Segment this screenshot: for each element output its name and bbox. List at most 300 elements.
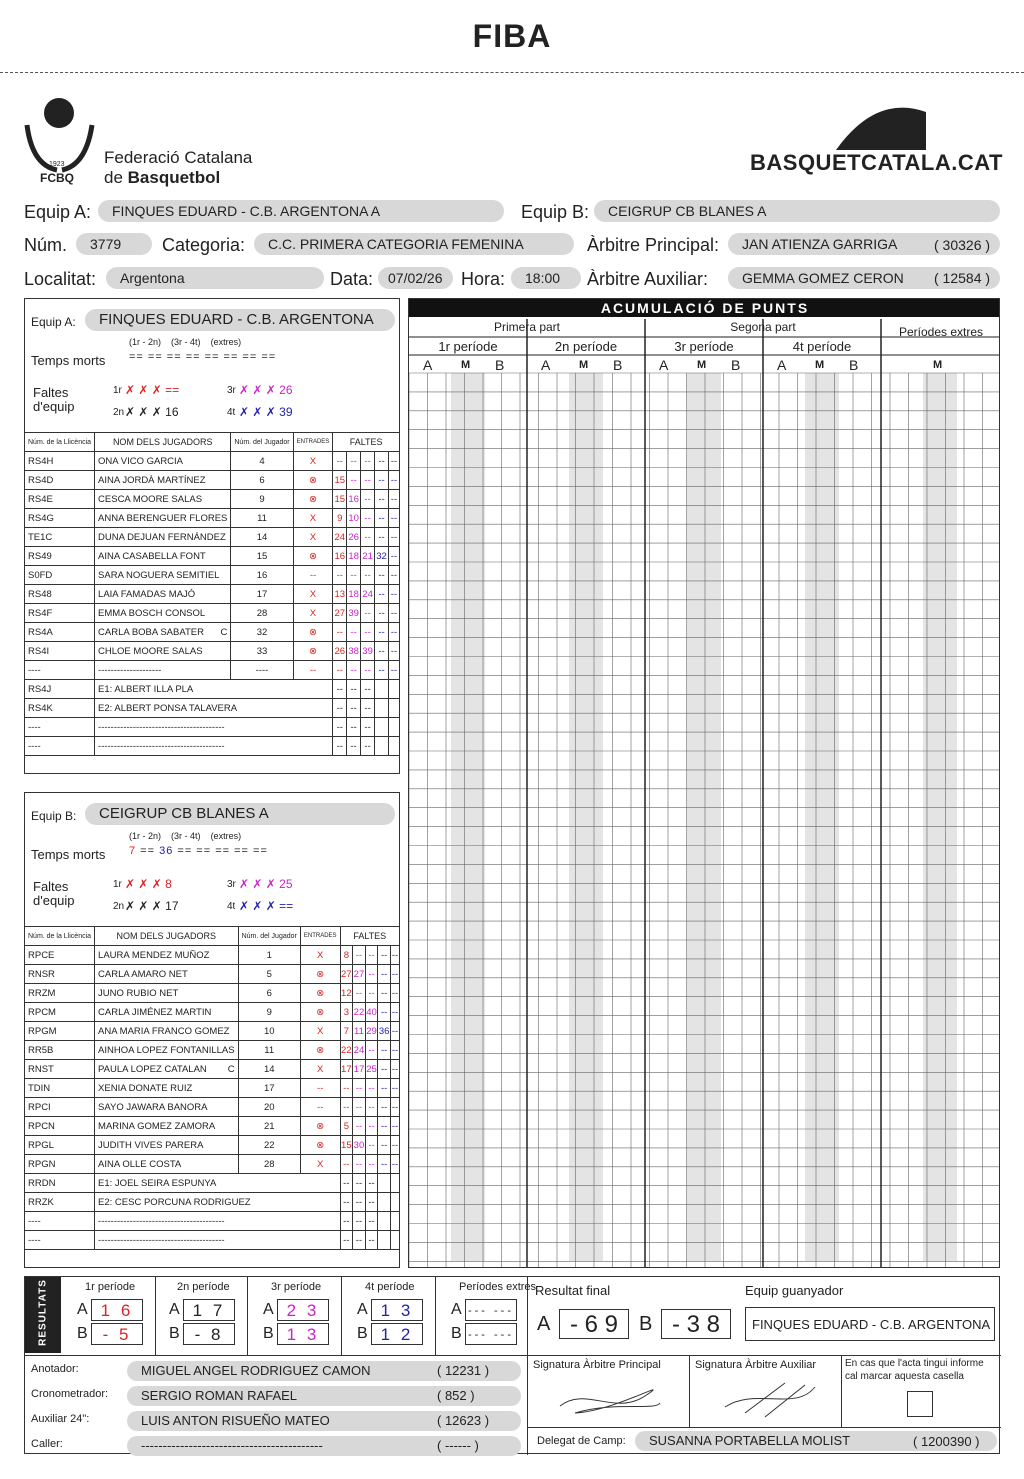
foul-cell: --	[375, 471, 389, 490]
arbitre-principal-id: ( 30326 )	[934, 237, 991, 253]
results-section: RESULTATS 1r període A 1 6 B - 5 2n període A 1 7 B - 8 3r període A 2 3 B 1 3 4t període A 1 3 B 1 2 Períodes extres A --- --- B --- --- Resultat final Equip guanyador A - 6 9 B - 3 8 FINQUES EDUARD - C.B. ARGENTONA Anotador: MIGUEL ANGEL RODRIGUEZ CAMON ( 12231 ) Cronometrador: SERGIO ROMAN RAFAEL ( 852 ) Auxiliar 24": LUIS ANTON RISUEÑO MATEO ( 12623 ) Caller: ------------------------------------------ ( ------ ) Signatura Àrbitre Principal Signatura Àrbitre Auxiliar En cas que l'acta tingui informe cal marcar aquesta casella Delegat de Camp: SUSANNA PORTABELLA MOLIST ( 1200390 )	[24, 1276, 1000, 1454]
player-licence: TE1C	[25, 528, 95, 547]
foul-cell: --	[378, 1041, 391, 1060]
foul-cell: --	[365, 1079, 378, 1098]
player-number: 1	[238, 946, 300, 965]
foul-cell: --	[353, 1117, 366, 1136]
player-entry: ⊗	[293, 547, 333, 566]
foul-cell: --	[365, 1098, 378, 1117]
foul-cell: 39	[347, 604, 361, 623]
foul-cell: --	[388, 490, 399, 509]
foul-cell: --	[378, 1117, 391, 1136]
arbitre-principal-field[interactable]: JAN ATIENZA GARRIGA	[728, 233, 1000, 255]
foul-cell: 21	[361, 547, 375, 566]
player-entry: ⊗	[300, 1003, 340, 1022]
staff-licence: ----	[25, 718, 95, 737]
org-name: Federació Catalana de Basquetbol	[104, 148, 253, 187]
report-checkbox[interactable]	[907, 1391, 933, 1417]
foul-cell: --	[347, 661, 361, 680]
data-label: Data:	[330, 269, 374, 289]
official-field[interactable]: SERGIO ROMAN RAFAEL	[127, 1386, 521, 1406]
player-number: 9	[231, 490, 293, 509]
foul-cell: --	[340, 1098, 353, 1117]
foul-cell: 27	[333, 604, 347, 623]
col-licence: Núm. de la Llicència	[25, 433, 95, 452]
player-entry: X	[300, 946, 340, 965]
player-licence: RNST	[25, 1060, 95, 1079]
player-licence: RS49	[25, 547, 95, 566]
player-licence: RS4A	[25, 623, 95, 642]
foul-cell: --	[378, 946, 391, 965]
results-label: RESULTATS	[37, 1279, 49, 1346]
official-id: ( 12623 )	[437, 1413, 490, 1428]
staff-licence: ----	[25, 1212, 95, 1231]
staff-name: E2: ALBERT PONSA TALAVERA	[95, 699, 333, 718]
foul-cell: 22	[340, 1041, 353, 1060]
foul-cell: --	[390, 946, 399, 965]
foul-cell: --	[375, 509, 389, 528]
hora-label: Hora:	[461, 269, 506, 289]
foul-cell: 27	[340, 965, 353, 984]
foul-cell: --	[378, 1098, 391, 1117]
player-entry: X	[300, 1022, 340, 1041]
player-number: 16	[231, 566, 293, 585]
player-number: 4	[231, 452, 293, 471]
foul-cell: --	[361, 566, 375, 585]
player-name: ANNA BERENGUER FLORES	[95, 509, 231, 528]
assistant-signature	[715, 1377, 825, 1421]
equip-a-field[interactable]: FINQUES EDUARD - C.B. ARGENTONA A	[98, 200, 504, 222]
player-number: 28	[231, 604, 293, 623]
player-licence: TDIN	[25, 1079, 95, 1098]
foul-cell: --	[375, 585, 389, 604]
foul-cell: 15	[340, 1136, 353, 1155]
player-name: --------------------	[95, 661, 231, 680]
foul-cell: --	[353, 1079, 366, 1098]
foul-cell: --	[375, 661, 389, 680]
foul-cell: 11	[353, 1022, 366, 1041]
foul-cell: --	[365, 1117, 378, 1136]
foul-cell: --	[378, 1003, 391, 1022]
equip-b-label: Equip B:	[521, 202, 590, 222]
referee-signature	[555, 1381, 665, 1421]
foul-cell: --	[388, 642, 399, 661]
foul-cell: --	[388, 547, 399, 566]
team-b-name: CEIGRUP CB BLANES A	[85, 803, 395, 825]
player-name: PAULA LOPEZ CATALAN C	[95, 1060, 239, 1079]
col-number: Núm. del Jugador	[231, 433, 293, 452]
player-row	[25, 623, 400, 642]
player-number: 20	[238, 1098, 300, 1117]
foul-cell: --	[375, 528, 389, 547]
player-name: SARA NOGUERA SEMITIEL	[95, 566, 231, 585]
foul-cell: --	[365, 984, 378, 1003]
player-entry: --	[293, 661, 333, 680]
staff-licence: RRDN	[25, 1174, 95, 1193]
foul-cell: 18	[347, 585, 361, 604]
team-a-players-table	[24, 432, 400, 756]
foul-cell: --	[353, 1098, 366, 1117]
player-number: ----	[231, 661, 293, 680]
foul-cell: --	[333, 623, 347, 642]
player-licence: RS4F	[25, 604, 95, 623]
player-licence: RNSR	[25, 965, 95, 984]
foul-cell: --	[378, 1155, 391, 1174]
staff-licence: ----	[25, 1231, 95, 1250]
player-licence: RPCE	[25, 946, 95, 965]
player-number: 14	[238, 1060, 300, 1079]
foul-cell: 7	[340, 1022, 353, 1041]
player-name: DUNA DEJUAN FERNÁNDEZ	[95, 528, 231, 547]
foul-cell: --	[365, 1155, 378, 1174]
official-id: ( 852 )	[437, 1388, 475, 1403]
player-number: 22	[238, 1136, 300, 1155]
foul-cell: 24	[361, 585, 375, 604]
player-row	[25, 1060, 400, 1079]
foul-cell: 16	[333, 547, 347, 566]
foul-cell: 32	[375, 547, 389, 566]
page-title: FIBA	[472, 18, 552, 54]
foul-cell: --	[390, 1022, 399, 1041]
col-entrades: ENTRADES	[293, 433, 333, 452]
foul-cell: --	[375, 642, 389, 661]
staff-name: E1: ALBERT ILLA PLA	[95, 680, 333, 699]
equip-a-label: Equip A:	[24, 202, 92, 222]
foul-cell: 3	[340, 1003, 353, 1022]
foul-cell: 26	[347, 528, 361, 547]
arbitre-auxiliar-label: Àrbitre Auxiliar:	[587, 269, 709, 289]
player-row	[25, 1117, 400, 1136]
period-score-b: --- ---	[465, 1323, 517, 1345]
player-number: 9	[238, 1003, 300, 1022]
categoria-field[interactable]: C.C. PRIMERA CATEGORIA FEMENINA	[254, 233, 574, 255]
player-number: 6	[238, 984, 300, 1003]
player-name: AINA JORDÀ MARTÍNEZ	[95, 471, 231, 490]
foul-cell: 36	[378, 1022, 391, 1041]
player-licence: RS4E	[25, 490, 95, 509]
foul-cell: --	[347, 452, 361, 471]
staff-licence: ----	[25, 737, 95, 756]
player-name: JUNO RUBIO NET	[95, 984, 239, 1003]
hora-field[interactable]: 18:00	[511, 267, 581, 289]
player-row	[25, 1003, 400, 1022]
player-entry: X	[293, 452, 333, 471]
foul-cell: 30	[353, 1136, 366, 1155]
foul-cell: --	[375, 566, 389, 585]
player-entry: X	[300, 1060, 340, 1079]
foul-cell: --	[340, 1155, 353, 1174]
col-name: NOM DELS JUGADORS	[95, 927, 239, 946]
player-licence: RS4I	[25, 642, 95, 661]
period-score-b: - 5	[91, 1323, 143, 1345]
player-entry: --	[293, 566, 333, 585]
foul-cell: 22	[353, 1003, 366, 1022]
foul-cell: 24	[353, 1041, 366, 1060]
official-id: ( 12231 )	[437, 1363, 490, 1378]
data-field[interactable]: 07/02/26	[378, 267, 453, 289]
player-name: ANA MARIA FRANCO GOMEZ	[95, 1022, 239, 1041]
player-licence: RS4D	[25, 471, 95, 490]
player-entry: ⊗	[300, 984, 340, 1003]
staff-row: ---- ---------------------------------------- -- -- --	[25, 1231, 400, 1250]
player-name: CESCA MOORE SALAS	[95, 490, 231, 509]
staff-name: ----------------------------------------	[95, 737, 333, 756]
player-row	[25, 984, 400, 1003]
official-label: Anotador:	[31, 1363, 79, 1375]
running-score-grid	[409, 299, 1000, 1268]
foul-cell: 13	[333, 585, 347, 604]
foul-cell: 38	[347, 642, 361, 661]
foul-cell: --	[333, 452, 347, 471]
foul-cell: --	[365, 1041, 378, 1060]
foul-cell: --	[361, 528, 375, 547]
official-field[interactable]: ------------------------------------------	[127, 1436, 521, 1456]
player-number: 17	[238, 1079, 300, 1098]
period-score-a: 1 7	[183, 1299, 235, 1321]
delegat-field[interactable]: SUSANNA PORTABELLA MOLIST	[635, 1431, 997, 1451]
period-score-a: 1 3	[371, 1299, 423, 1321]
foul-cell: --	[390, 965, 399, 984]
player-licence: S0FD	[25, 566, 95, 585]
final-score-a: - 6 9	[559, 1309, 629, 1339]
player-name: CHLOE MOORE SALAS	[95, 642, 231, 661]
col-number: Núm. del Jugador	[238, 927, 300, 946]
player-row	[25, 528, 400, 547]
foul-cell: --	[388, 623, 399, 642]
foul-cell: --	[390, 1003, 399, 1022]
official-label: Cronometrador:	[31, 1388, 109, 1400]
foul-cell: --	[375, 452, 389, 471]
player-name: MARINA GOMEZ ZAMORA	[95, 1117, 239, 1136]
player-row	[25, 585, 400, 604]
player-number: 33	[231, 642, 293, 661]
foul-cell: --	[333, 661, 347, 680]
player-entry: ⊗	[300, 1136, 340, 1155]
staff-row: ---- ---------------------------------------- -- -- --	[25, 718, 400, 737]
player-row	[25, 1136, 400, 1155]
period-score-b: - 8	[183, 1323, 235, 1345]
arbitre-principal-label: Àrbitre Principal:	[587, 235, 720, 255]
foul-cell: --	[347, 471, 361, 490]
player-entry: X	[293, 509, 333, 528]
staff-licence: RS4K	[25, 699, 95, 718]
player-licence: RS48	[25, 585, 95, 604]
player-row	[25, 946, 400, 965]
staff-name: E2: CESC PORCUNA RODRIGUEZ	[95, 1193, 341, 1212]
staff-row: RS4J E1: ALBERT ILLA PLA -- -- --	[25, 680, 400, 699]
running-score: ACUMULACIÓ DE PUNTS Primera part Segona part Períodes extres 1r període 2n període 3r període 4t període A M B A M B A M B A M B M	[408, 298, 1000, 1268]
player-row	[25, 1079, 400, 1098]
staff-name: ----------------------------------------	[95, 718, 333, 737]
foul-cell: 29	[365, 1022, 378, 1041]
player-entry: ⊗	[293, 623, 333, 642]
col-faltes: FALTES	[333, 433, 400, 452]
final-score-b: - 3 8	[661, 1309, 731, 1339]
foul-cell: --	[340, 1079, 353, 1098]
player-number: 17	[231, 585, 293, 604]
official-field[interactable]: LUIS ANTON RISUEÑO MATEO	[127, 1411, 521, 1431]
foul-cell: --	[361, 509, 375, 528]
player-entry: X	[293, 604, 333, 623]
fcbq-logo: 1923 FCBQ	[22, 95, 97, 185]
player-entry: ⊗	[300, 1117, 340, 1136]
foul-cell: 39	[361, 642, 375, 661]
foul-cell: --	[388, 585, 399, 604]
foul-cell: --	[390, 1136, 399, 1155]
staff-row: RRDN E1: JOEL SEIRA ESPUNYA -- -- --	[25, 1174, 400, 1193]
player-name: CARLA JIMÉNEZ MARTIN	[95, 1003, 239, 1022]
foul-cell: 16	[347, 490, 361, 509]
player-row	[25, 566, 400, 585]
team-a-name: FINQUES EDUARD - C.B. ARGENTONA	[85, 309, 395, 331]
period-score-a: 1 6	[91, 1299, 143, 1321]
player-name: CARLA BOBA SABATER C	[95, 623, 231, 642]
foul-cell: 17	[353, 1060, 366, 1079]
staff-row: ---- ---------------------------------------- -- -- --	[25, 1212, 400, 1231]
player-row	[25, 965, 400, 984]
foul-cell: --	[378, 1060, 391, 1079]
staff-name: E1: JOEL SEIRA ESPUNYA	[95, 1174, 341, 1193]
basquetcatala-logo	[836, 102, 926, 157]
player-name: JUDITH VIVES PARERA	[95, 1136, 239, 1155]
foul-cell: 24	[333, 528, 347, 547]
player-licence: RPGM	[25, 1022, 95, 1041]
player-licence: RPCN	[25, 1117, 95, 1136]
staff-name: ----------------------------------------	[95, 1231, 341, 1250]
player-row	[25, 1041, 400, 1060]
foul-cell: 27	[353, 965, 366, 984]
foul-cell: --	[390, 1155, 399, 1174]
foul-cell: --	[390, 1060, 399, 1079]
player-name: LAIA FAMADAS MAJÓ	[95, 585, 231, 604]
player-name: LAURA MENDEZ MUÑOZ	[95, 946, 239, 965]
staff-licence: RS4J	[25, 680, 95, 699]
period-score-b: 1 3	[277, 1323, 329, 1345]
foul-cell: --	[390, 1041, 399, 1060]
foul-cell: 26	[333, 642, 347, 661]
staff-row: ---- ---------------------------------------- -- -- --	[25, 737, 400, 756]
player-licence: RS4H	[25, 452, 95, 471]
foul-cell: --	[388, 471, 399, 490]
equip-b-field[interactable]: CEIGRUP CB BLANES A	[594, 200, 1000, 222]
foul-cell: --	[378, 1136, 391, 1155]
arbitre-auxiliar-field[interactable]: GEMMA GOMEZ CERON	[728, 267, 1000, 289]
col-entrades: ENTRADES	[300, 927, 340, 946]
foul-cell: 15	[333, 490, 347, 509]
player-entry: ⊗	[300, 1041, 340, 1060]
foul-cell: 5	[340, 1117, 353, 1136]
foul-cell: --	[388, 528, 399, 547]
dashed-divider	[0, 72, 1024, 73]
official-label: Caller:	[31, 1438, 63, 1450]
staff-licence: RRZK	[25, 1193, 95, 1212]
foul-cell: --	[361, 661, 375, 680]
foul-cell: --	[375, 623, 389, 642]
arbitre-auxiliar-id: ( 12584 )	[934, 270, 991, 286]
foul-cell: --	[378, 984, 391, 1003]
player-name: ONA VICO GARCIA	[95, 452, 231, 471]
foul-cell: 25	[365, 1060, 378, 1079]
player-row	[25, 452, 400, 471]
player-row	[25, 604, 400, 623]
foul-cell: 12	[340, 984, 353, 1003]
foul-cell: --	[347, 623, 361, 642]
foul-cell: --	[365, 1136, 378, 1155]
staff-name: ----------------------------------------	[95, 1212, 341, 1231]
player-licence: RPGN	[25, 1155, 95, 1174]
foul-cell: --	[375, 604, 389, 623]
player-row	[25, 490, 400, 509]
num-label: Núm.	[24, 235, 68, 255]
player-licence: RS4G	[25, 509, 95, 528]
player-number: 28	[238, 1155, 300, 1174]
foul-cell: 15	[333, 471, 347, 490]
staff-row: RS4K E2: ALBERT PONSA TALAVERA -- -- --	[25, 699, 400, 718]
player-row	[25, 547, 400, 566]
player-number: 14	[231, 528, 293, 547]
official-label: Auxiliar 24":	[31, 1413, 90, 1425]
foul-cell: 17	[340, 1060, 353, 1079]
player-name: XENIA DONATE RUIZ	[95, 1079, 239, 1098]
timeouts-boxes: 7 == 36 == == == == ==	[129, 845, 268, 857]
foul-cell: --	[333, 566, 347, 585]
foul-cell: --	[365, 965, 378, 984]
player-number: 15	[231, 547, 293, 566]
team-b-box: Equip B: CEIGRUP CB BLANES A (1r - 2n) (3r - 4t) (extres) Temps morts 7 == 36 == == == == == Faltes d'equip 1r 2n 3r 4t ✗ ✗ ✗ 8 ✗ ✗ ✗ 17 ✗ ✗ ✗ 25 ✗ ✗ ✗ ==	[24, 792, 400, 1268]
site-name: BASQUETCATALA.CAT	[750, 150, 1003, 175]
player-name: EMMA BOSCH CONSOL	[95, 604, 231, 623]
player-number: 10	[238, 1022, 300, 1041]
foul-cell: --	[375, 490, 389, 509]
team-a-box: Equip A: FINQUES EDUARD - C.B. ARGENTONA (1r - 2n) (3r - 4t) (extres) Temps morts == == == == == == == == Faltes d'equip 1r 2n 3r 4t ✗ ✗ ✗ == ✗ ✗ ✗ 16 ✗ ✗ ✗ 26 ✗ ✗ ✗ 39	[24, 298, 400, 774]
foul-cell: 40	[365, 1003, 378, 1022]
player-row	[25, 1022, 400, 1041]
player-row	[25, 471, 400, 490]
player-entry: --	[300, 1079, 340, 1098]
foul-cell: --	[361, 604, 375, 623]
foul-cell: --	[390, 1079, 399, 1098]
player-entry: ⊗	[293, 642, 333, 661]
team-b-players-table	[24, 926, 400, 1250]
player-name: AINA OLLE COSTA	[95, 1155, 239, 1174]
col-licence: Núm. de la Llicència	[25, 927, 95, 946]
player-entry: ⊗	[293, 471, 333, 490]
player-licence: RR5B	[25, 1041, 95, 1060]
foul-cell: --	[388, 566, 399, 585]
localitat-field[interactable]: Argentona	[106, 267, 324, 289]
running-score-title: ACUMULACIÓ DE PUNTS	[409, 299, 1000, 317]
foul-cell: --	[388, 604, 399, 623]
foul-cell: --	[390, 1098, 399, 1117]
foul-cell: --	[353, 946, 366, 965]
foul-cell: --	[388, 509, 399, 528]
official-field[interactable]: MIGUEL ANGEL RODRIGUEZ CAMON	[127, 1361, 521, 1381]
num-field[interactable]: 3779	[76, 233, 152, 255]
player-row	[25, 642, 400, 661]
foul-cell: 18	[347, 547, 361, 566]
player-number: 21	[238, 1117, 300, 1136]
player-licence: RPCM	[25, 1003, 95, 1022]
period-score-b: 1 2	[371, 1323, 423, 1345]
player-number: 5	[238, 965, 300, 984]
player-name: CARLA AMARO NET	[95, 965, 239, 984]
player-licence: ----	[25, 661, 95, 680]
player-entry: ⊗	[293, 490, 333, 509]
player-entry: X	[293, 528, 333, 547]
staff-row: RRZK E2: CESC PORCUNA RODRIGUEZ -- -- --	[25, 1193, 400, 1212]
foul-cell: --	[388, 661, 399, 680]
foul-cell: --	[365, 946, 378, 965]
